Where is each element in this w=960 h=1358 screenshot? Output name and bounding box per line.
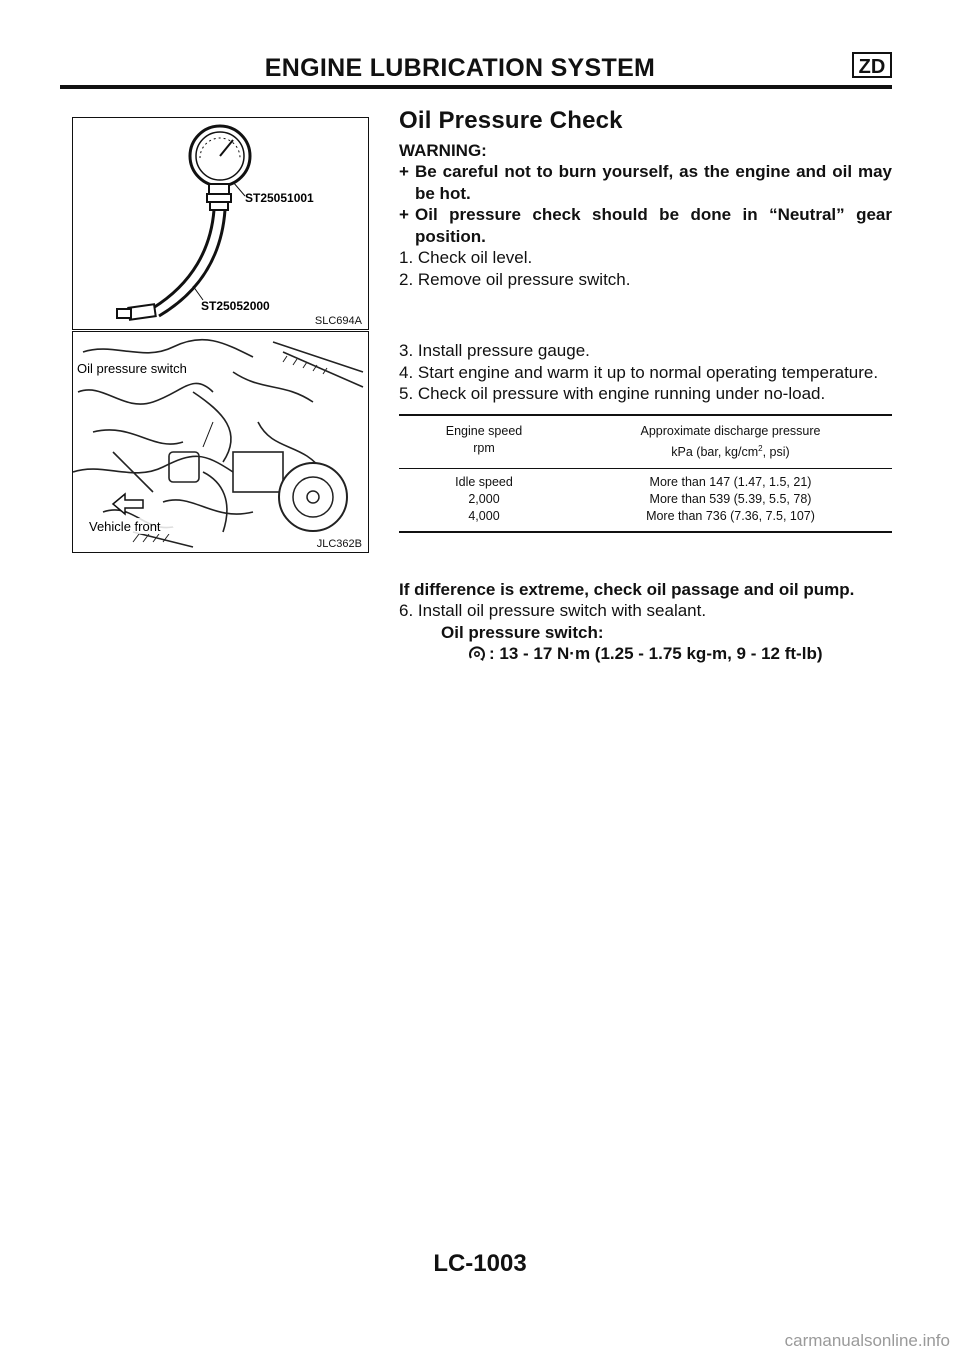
switch-label: Oil pressure switch: <box>441 622 604 642</box>
header-unit: rpm <box>473 440 495 455</box>
oil-pressure-spec-table <box>399 414 892 533</box>
watermark-text: carmanualsonline.info <box>784 1331 950 1350</box>
header-text: Approximate discharge pressure <box>640 423 821 438</box>
torque-value: : 13 - 17 N·m (1.25 - 1.75 kg-m, 9 - 12 ft-lb) <box>489 644 823 664</box>
figure-code: SLC694A <box>314 315 362 327</box>
unit-superscript: 2 <box>758 443 763 453</box>
table-cell: 4,000 <box>468 508 500 523</box>
header-text: Engine speed <box>445 423 523 438</box>
table-cell: More than 147 (1.47, 1.5, 21) <box>649 474 812 489</box>
header-title: ENGINE LUBRICATION SYSTEM <box>264 54 656 82</box>
table-column-speed <box>399 474 569 525</box>
engine-bay-illustration <box>73 332 368 552</box>
bullet-mark: + <box>399 205 409 224</box>
step-item: 1. Check oil level. <box>399 248 533 267</box>
page-header <box>60 52 892 86</box>
figure-code: JLC362B <box>316 538 362 550</box>
note-text: If difference is extreme, check oil passage and oil pump. <box>399 579 855 599</box>
page-number: LC-1003 <box>433 1250 527 1277</box>
table-header-pressure <box>569 423 892 461</box>
figure-pressure-gauge <box>72 117 369 330</box>
header-unit <box>569 440 892 461</box>
warning-bullet <box>399 161 892 204</box>
table-cell: More than 539 (5.39, 5.5, 78) <box>649 491 812 506</box>
unit-text: kPa (bar, kg/cm <box>671 444 759 459</box>
table-body <box>399 469 892 531</box>
torque-wrench-icon <box>467 644 487 664</box>
step-item: 6. Install oil pressure switch with sealant. <box>399 601 707 621</box>
unit-text: , psi) <box>762 444 790 459</box>
tool-label-hose: ST25052000 <box>201 299 270 313</box>
warning-bullet <box>399 204 892 247</box>
table-cell: Idle speed <box>455 474 513 489</box>
bullet-text: Be careful not to burn yourself, as the engine and oil may be hot. <box>415 162 892 203</box>
bullet-mark: + <box>399 162 409 181</box>
table-header-row <box>399 416 892 469</box>
vehicle-front-arrow-icon <box>113 494 143 514</box>
step-item: 5. Check oil pressure with engine running under no-load. <box>399 384 826 403</box>
figure-engine-bay <box>72 331 369 553</box>
tool-label-gauge: ST25051001 <box>245 191 314 205</box>
header-engine-code: ZD <box>852 52 892 78</box>
torque-spec <box>399 643 892 665</box>
label-vehicle-front: Vehicle front <box>89 519 161 534</box>
step-item: 3. Install pressure gauge. <box>399 341 590 360</box>
table-cell: More than 736 (7.36, 7.5, 107) <box>646 508 815 523</box>
table-cell: 2,000 <box>468 491 500 506</box>
warning-label: WARNING: <box>399 140 487 160</box>
step-item: 2. Remove oil pressure switch. <box>399 269 631 289</box>
pressure-gauge-illustration <box>73 118 368 329</box>
step-item: 4. Start engine and warm it up to normal operating temperature. <box>399 362 879 382</box>
section-content <box>399 107 892 665</box>
header-rule <box>60 85 892 89</box>
table-column-pressure <box>569 474 892 525</box>
section-title: Oil Pressure Check <box>399 107 623 134</box>
label-oil-pressure-switch: Oil pressure switch <box>77 361 187 376</box>
bullet-text: Oil pressure check should be done in “Neutral” gear position. <box>415 205 892 246</box>
table-header-speed <box>399 423 569 461</box>
